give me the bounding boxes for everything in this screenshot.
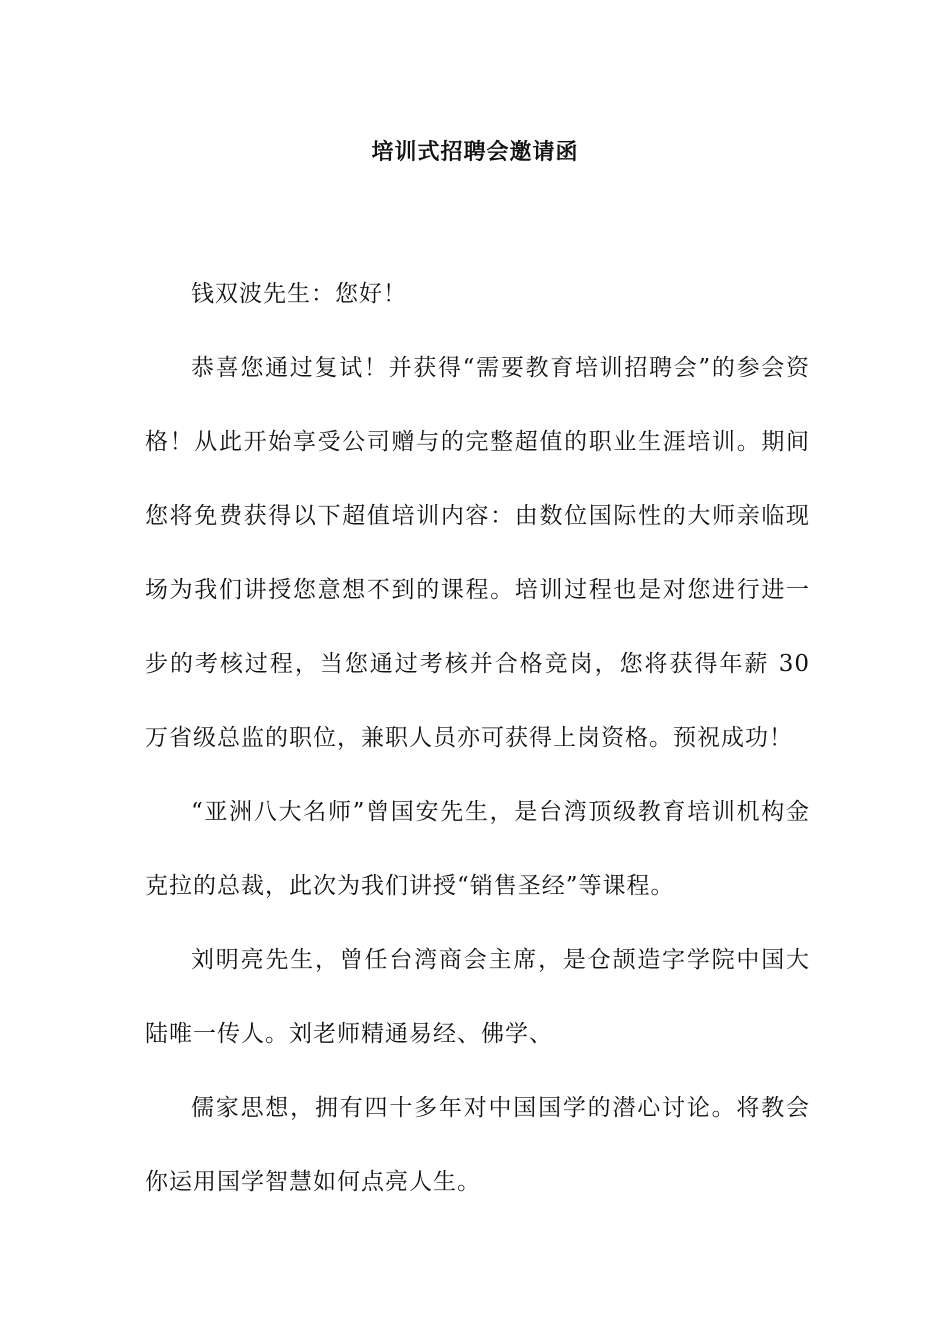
document-title: 培训式招聘会邀请函 [371, 139, 579, 165]
lecturer-liu-paragraph: 刘明亮先生，曾任台湾商会主席，是仓颉造字学院中国大陆唯一传人。刘老师精通易经、佛学、 [145, 947, 810, 1047]
invitation-paragraph: 恭喜您通过复试！并获得“需要教育培训招聘会”的参会资格！从此开始享受公司赠与的完整超值的职业生涯培训。期间您将免费获得以下超值培训内容：由数位国际性的大师亲临现场为我们讲授您意想不到的课程。培训过程也是对您进行进一步的考核过程，当您通过考核并合格竞岗，您将获得年薪 30 万省级总监的职位，兼职人员亦可获得上岗资格。预祝成功！ [145, 355, 810, 751]
lecturer-zeng-paragraph: “亚洲八大名师”曾国安先生，是台湾顶级教育培训机构金克拉的总裁，此次为我们讲授“销售圣经”等课程。 [145, 799, 810, 899]
greeting-paragraph: 钱双波先生：您好！ [191, 281, 407, 307]
lecturer-liu-continued-paragraph: 儒家思想，拥有四十多年对中国国学的潜心讨论。将教会你运用国学智慧如何点亮人生。 [145, 1095, 810, 1195]
document-body [145, 257, 810, 1219]
